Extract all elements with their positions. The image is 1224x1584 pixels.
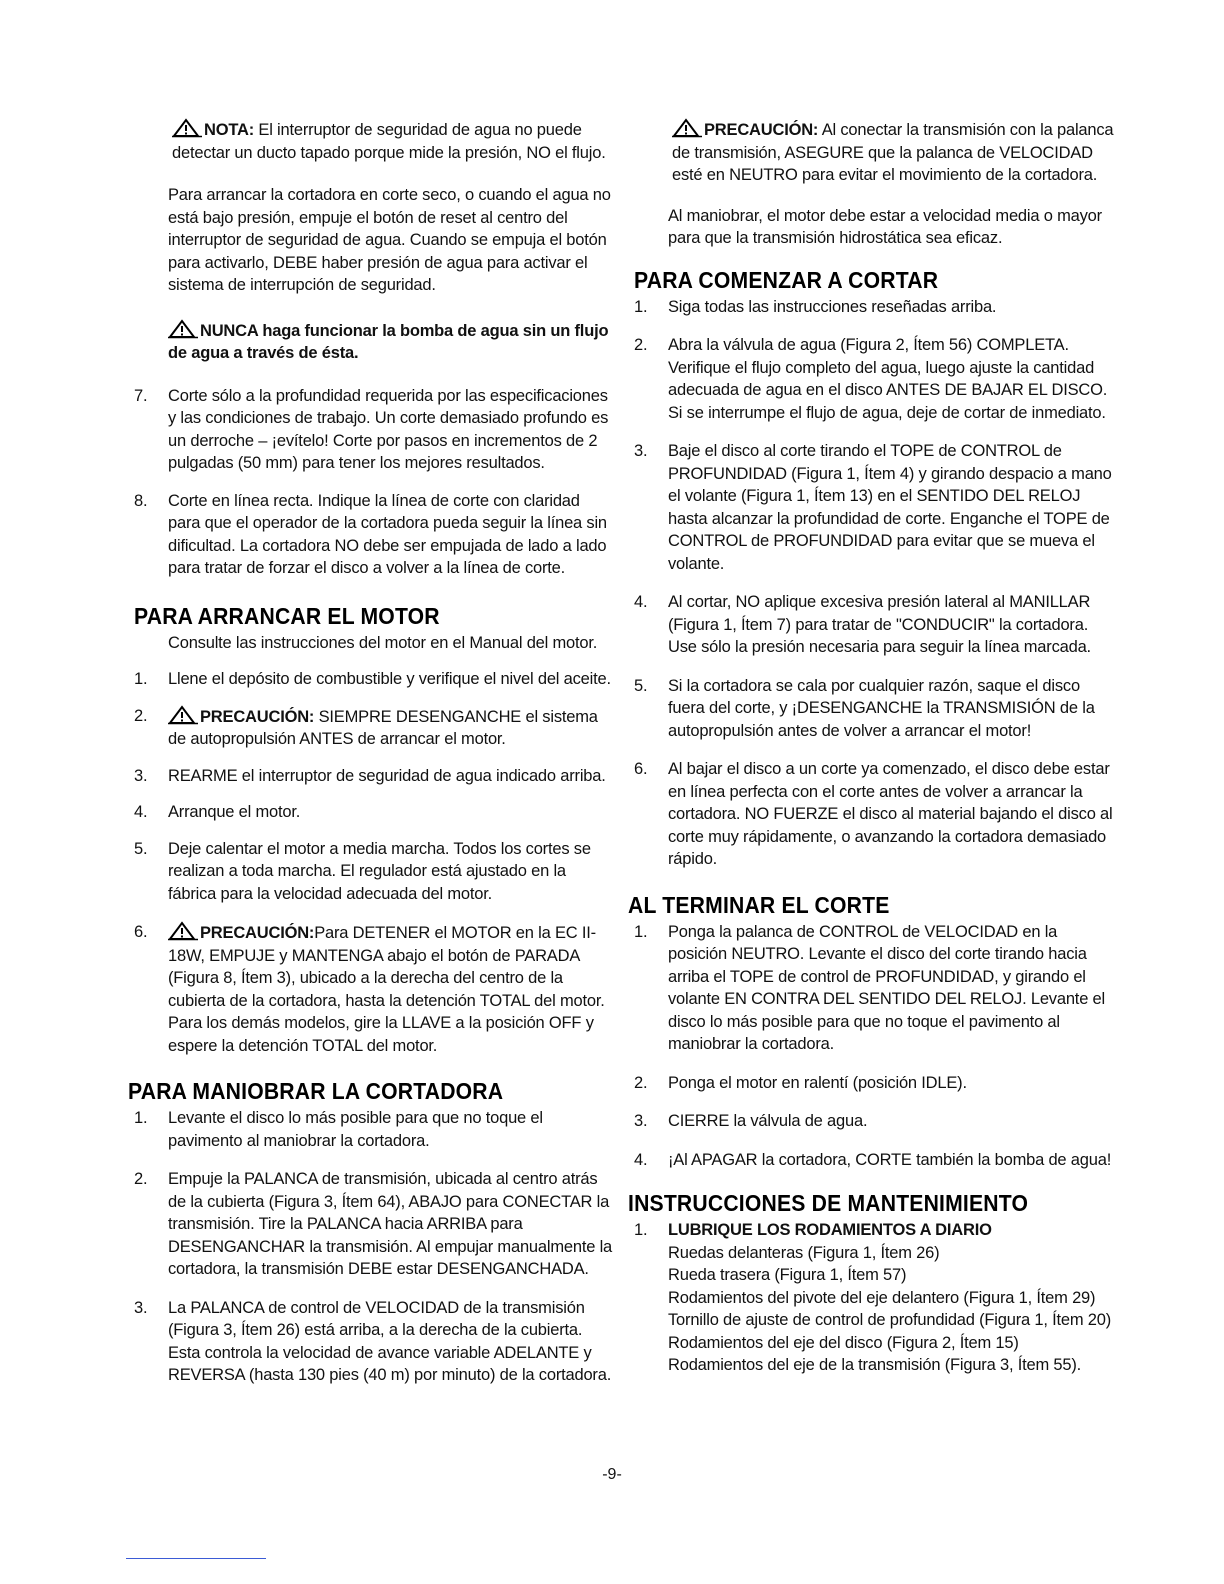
maneuver-note: Al maniobrar, el motor debe estar a velocidad media o mayor para que la transmisión hidrostática sea eficaz. bbox=[668, 206, 1102, 247]
list-item: 1. Levante el disco lo más posible para que no toque el pavimento al maniobrar la cortadora. bbox=[134, 1109, 543, 1150]
warning-triangle-icon bbox=[172, 118, 202, 138]
start-motor-heading: PARA ARRANCAR EL MOTOR bbox=[134, 602, 440, 629]
start-cut-list bbox=[628, 296, 1116, 871]
list-item: 1. Llene el depósito de combustible y verifique el nivel del aceite. bbox=[134, 670, 611, 688]
list-item: 3. CIERRE la válvula de agua. bbox=[634, 1112, 868, 1130]
list-item: 3. REARME el interruptor de seguridad de agua indicado arriba. bbox=[134, 766, 606, 785]
never-text: NUNCA haga funcionar la bomba de agua sin un flujo de agua a través de ésta. bbox=[168, 321, 609, 362]
warning-triangle-icon bbox=[168, 705, 198, 725]
list-item: 4. Al cortar, NO aplique excesiva presión lateral al MANILLAR (Figura 1, Ítem 7) para tratar de "CONDUCIR" la cortadora. Use sólo la presión necesaria para seguir la línea marcada. bbox=[634, 593, 1091, 656]
start-cut-heading: PARA COMENZAR A CORTAR bbox=[634, 266, 939, 293]
caution-label: PRECAUCIÓN: bbox=[704, 121, 819, 139]
warning-triangle-icon bbox=[168, 921, 198, 941]
transmission-caution: PRECAUCIÓN: Al conectar la transmisión con la palanca de transmisión, ASEGURE que la palanca de VELOCIDAD esté en NEUTRO para evitar el movimiento de la cortadora. bbox=[632, 118, 1116, 187]
maintenance-line: Rodamientos del pivote del eje delantero (Figura 1, Ítem 29) bbox=[668, 1288, 1096, 1307]
maintenance-line: Tornillo de ajuste de control de profundidad (Figura 1, Ítem 20) bbox=[668, 1311, 1112, 1329]
maintenance-line: Rueda trasera (Figura 1, Ítem 57) bbox=[668, 1266, 907, 1284]
list-item: 7. Corte sólo a la profundidad requerida por las especificaciones y las condiciones de trabajo. Un corte demasiado profundo es un derroche – ¡evítelo! Corte por pasos en incrementos de 2 pulgadas (50 mm) para tener los mejores resultados. bbox=[134, 386, 609, 472]
right-column bbox=[628, 118, 1116, 1377]
note-label: NOTA: bbox=[204, 121, 255, 139]
note-text: El interruptor de seguridad de agua no puede detectar un ducto tapado porque mide la presión, NO el flujo. bbox=[172, 121, 606, 162]
maintenance-item-title: LUBRIQUE LOS RODAMIENTOS A DIARIO bbox=[668, 1221, 992, 1239]
maneuver-heading: PARA MANIOBRAR LA CORTADORA bbox=[128, 1078, 504, 1104]
list-item: 3. La PALANCA de control de VELOCIDAD de la transmisión (Figura 3, Ítem 26) está arriba, a la derecha de la cubierta. Esta controla la velocidad de avance variable ADELANTE y REVERSA (hasta 130 pies (40 m) por minuto) de la cortadora. bbox=[134, 1298, 612, 1384]
maintenance-item: 1. LUBRIQUE LOS RODAMIENTOS A DIARIO Ruedas delanteras (Figura 1, Ítem 26) Rueda trasera (Figura 1, Ítem 57) Rodamientos del pivote del eje delantero (Figura 1, Ítem 29) Tornillo de ajuste de control de profundidad (Figura 1, Ítem 20) Rodamientos del eje del disco (Figura 2, Ítem 15) Rodamientos del eje de la transmisión (Figura 3, Ítem 55). bbox=[628, 1219, 1116, 1377]
list-item: 2. Ponga el motor en ralentí (posición IDLE). bbox=[634, 1073, 967, 1092]
footer-rule bbox=[126, 1558, 266, 1559]
list-item: 1. Siga todas las instrucciones reseñadas arriba. bbox=[634, 297, 997, 316]
dry-cut-paragraph: Para arrancar la cortadora en corte seco, o cuando el agua no está bajo presión, empuje el botón de reset al centro del interruptor de seguridad de agua. Cuando se empuja el botón para activarlo, DEBE haber presión de agua para activar el sistema de interrupción de seguridad. bbox=[168, 186, 611, 294]
maintenance-line: Rodamientos del eje de la transmisión (Figura 3, Ítem 55). bbox=[668, 1356, 1082, 1374]
list-item: 6. PRECAUCIÓN:Para DETENER el MOTOR en la EC II-18W, EMPUJE y MANTENGA abajo el botón de PARADA (Figura 8, Ítem 3), ubicado a la derecha del centro de la cubierta de la cortadora, hasta la detención TOTAL del motor. Para los demás modelos, gire la LLAVE a la posición OFF y espere la detención TOTAL del motor. bbox=[134, 923, 605, 1055]
list-item: 5. Deje calentar el motor a media marcha. Todos los cortes se realizan a toda marcha. El regulador está ajustado en la fábrica para la velocidad adecuada del motor. bbox=[134, 839, 591, 903]
maintenance-line: Rodamientos del eje del disco (Figura 2, Ítem 15) bbox=[668, 1333, 1019, 1352]
maneuver-list bbox=[128, 1107, 614, 1387]
list-item: 2. PRECAUCIÓN: SIEMPRE DESENGANCHE el sistema de autopropulsión ANTES de arrancar el motor. bbox=[134, 706, 598, 748]
list-item: 4. Arranque el motor. bbox=[134, 803, 301, 821]
caution-label: PRECAUCIÓN: bbox=[200, 707, 315, 726]
warning-triangle-icon bbox=[168, 319, 198, 339]
maintenance-heading: INSTRUCCIONES DE MANTENIMIENTO bbox=[628, 1190, 1029, 1216]
list-item: 4. ¡Al APAGAR la cortadora, CORTE también la bomba de agua! bbox=[634, 1150, 1112, 1169]
list-item: 2. Abra la válvula de agua (Figura 2, Ítem 56) COMPLETA. Verifique el flujo completo del agua, luego ajuste la cantidad adecuada de agua en el disco ANTES DE BAJAR EL DISCO. Si se interrumpe el flujo de agua, deje de cortar de inmediato. bbox=[634, 336, 1108, 422]
cutting-items-list bbox=[128, 385, 614, 580]
start-motor-list bbox=[128, 668, 614, 1057]
list-item: 3. Baje el disco al corte tirando el TOPE de CONTROL de PROFUNDIDAD (Figura 1, Ítem 4) y girando despacio a mano el volante (Figura 1, Ítem 13) en el SENTIDO DEL RELOJ hasta alcanzar la profundidad de corte. Enganche el TOPE de CONTROL de PROFUNDIDAD para evitar que se mueva el volante. bbox=[634, 442, 1112, 573]
warning-triangle-icon bbox=[672, 118, 702, 138]
list-item: 1. Ponga la palanca de CONTROL de VELOCIDAD en la posición NEUTRO. Levante el disco del corte tirando hacia arriba el TOPE de control de PROFUNDIDAD, y girando el volante EN CONTRA DEL SENTIDO DEL RELOJ. Levante el disco lo más posible para que no toque el pavimento al maniobrar la cortadora. bbox=[634, 922, 1105, 1053]
list-item: 8. Corte en línea recta. Indique la línea de corte con claridad para que el operador de la cortadora pueda seguir la línea sin dificultad. La cortadora NO debe ser empujada de lado a lado para tratar de forzar el disco a volver a la línea de corte. bbox=[134, 491, 607, 577]
finish-cut-list bbox=[628, 921, 1116, 1172]
water-switch-note bbox=[132, 118, 614, 164]
maintenance-line: Ruedas delanteras (Figura 1, Ítem 26) bbox=[668, 1243, 940, 1262]
list-item: 2. Empuje la PALANCA de transmisión, ubicada al centro atrás de la cubierta (Figura 3, Ítem 64), ABAJO para CONECTAR la transmisión. Tire la PALANCA hacia ARRIBA para DESENGANCHAR la transmisión. Al empujar manualmente la cortadora, la transmisión DEBE estar DESENGANCHADA. bbox=[134, 1170, 613, 1278]
start-motor-intro: Consulte las instrucciones del motor en el Manual del motor. bbox=[168, 633, 598, 652]
finish-cut-heading: AL TERMINAR EL CORTE bbox=[628, 891, 890, 918]
page-number: -9- bbox=[602, 1466, 622, 1483]
never-warning bbox=[128, 319, 614, 365]
list-item: 5. Si la cortadora se cala por cualquier razón, saque el disco fuera del corte, y ¡DESENGANCHE la TRANSMISIÓN de la autopropulsión antes de volver a arrancar el motor! bbox=[634, 676, 1095, 740]
caution-label: PRECAUCIÓN: bbox=[200, 924, 315, 942]
list-item: 6. Al bajar el disco a un corte ya comenzado, el disco debe estar en línea perfecta con el corte antes de volver a arrancar la cortadora. NO FUERZE el disco al material bajando el disco al corte muy rápidamente, o avanzando la cortadora demasiado rápido. bbox=[634, 760, 1113, 868]
left-column bbox=[128, 118, 614, 1387]
